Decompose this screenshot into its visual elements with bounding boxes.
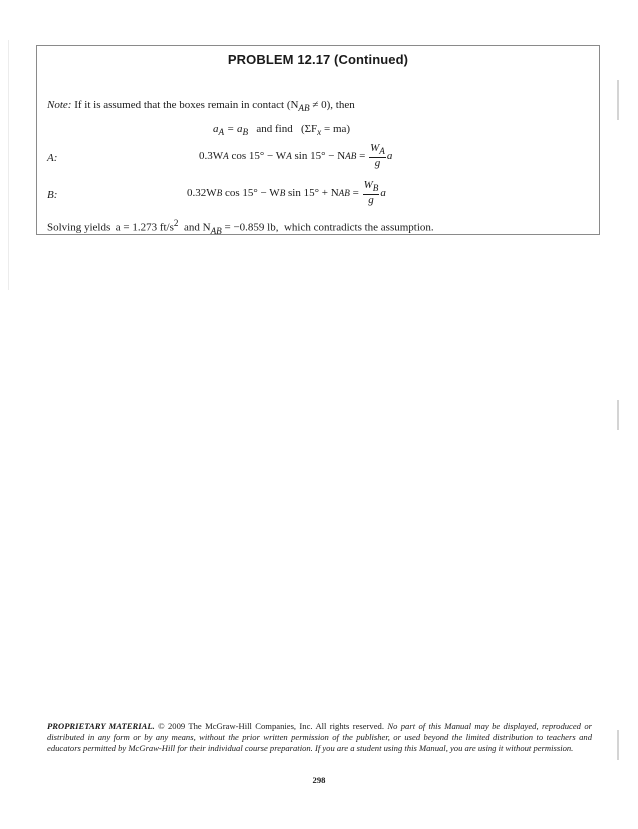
eq-b-s3: AB — [338, 188, 350, 199]
eq-a-fraction — [369, 143, 386, 169]
note-line — [47, 99, 355, 113]
note-text: If it is assumed that the boxes remain in contact (N — [71, 99, 299, 111]
footer-notice: No part of this Manual may be displayed, reproduced or distributed in any form or by any means, without the prior written permission of the publisher, or used beyond the limited distribution to teachers and educators permitted by McGraw-Hill for their individual course preparation. If you are a student using this Manual, you are using it without permission. — [47, 721, 592, 753]
scan-margin-mark — [617, 400, 619, 430]
eq-b-p1: 0.32W — [187, 187, 217, 200]
solution-sub: AB — [210, 225, 222, 236]
note-label: Note: — [47, 99, 72, 111]
page-number: 298 — [312, 775, 326, 785]
eq-a-s1: A — [223, 151, 229, 162]
cond-rhs-sub: B — [242, 127, 249, 138]
problem-box — [36, 45, 600, 235]
eq-a-den: g — [374, 157, 381, 170]
equation-a — [199, 143, 392, 169]
cond-eq: = a — [224, 123, 243, 135]
eq-b-num-sub: B — [372, 183, 379, 194]
eq-a-p4: = — [356, 150, 369, 163]
scan-margin-mark — [8, 40, 9, 290]
cond-find-sub: x — [317, 127, 322, 138]
eq-a-s2: A — [286, 151, 292, 162]
eq-b-fraction — [363, 180, 380, 206]
cond-lhs-sub: A — [218, 127, 225, 138]
footer-proprietary: PROPRIETARY MATERIAL. — [47, 721, 155, 731]
scan-margin-mark — [617, 80, 619, 120]
eq-b-num: W — [363, 179, 373, 191]
copyright-footer — [47, 721, 592, 754]
eq-a-tail: a — [386, 150, 393, 163]
cond-lhs: a — [213, 123, 219, 135]
condition-equation — [213, 123, 350, 137]
eq-b-den: g — [368, 194, 374, 207]
footer-copyright: © 2009 The McGraw-Hill Companies, Inc. All rights reserved. — [154, 721, 388, 731]
eq-b-s2: B — [279, 188, 286, 199]
eq-b-p4: = — [349, 187, 362, 200]
eq-b-tail: a — [380, 187, 386, 200]
solution-t1: Solving yields a = 1.273 ft/s — [47, 221, 174, 234]
solution-line — [47, 218, 434, 236]
problem-title: PROBLEM 12.17 (Continued) — [227, 52, 409, 67]
eq-a-p2: cos 15° − W — [228, 150, 287, 163]
eq-a-p3: sin 15° − N — [291, 150, 346, 163]
cond-find-end: = ma) — [321, 123, 351, 135]
eq-a-num-sub: A — [379, 146, 385, 157]
eq-b-p2: cos 15° − W — [222, 187, 280, 200]
solution-t3: = −0.859 lb, which contradicts the assumption. — [221, 221, 434, 234]
solution-sup: 2 — [173, 218, 179, 228]
solution-t2: and N — [178, 221, 211, 234]
eq-a-num: W — [370, 142, 380, 154]
note-text2: ≠ 0), then — [309, 99, 355, 111]
eq-b-s1: B — [216, 188, 223, 199]
equation-b — [187, 180, 386, 206]
equation-b-label: B: — [47, 189, 58, 201]
scan-margin-mark — [617, 730, 619, 760]
eq-a-s3: AB — [345, 151, 357, 162]
eq-b-p3: sin 15° + N — [285, 187, 339, 200]
cond-find: and find (ΣF — [248, 123, 318, 135]
equation-a-label: A: — [47, 152, 58, 164]
eq-a-p1: 0.3W — [199, 150, 224, 163]
note-sub: AB — [298, 103, 310, 114]
